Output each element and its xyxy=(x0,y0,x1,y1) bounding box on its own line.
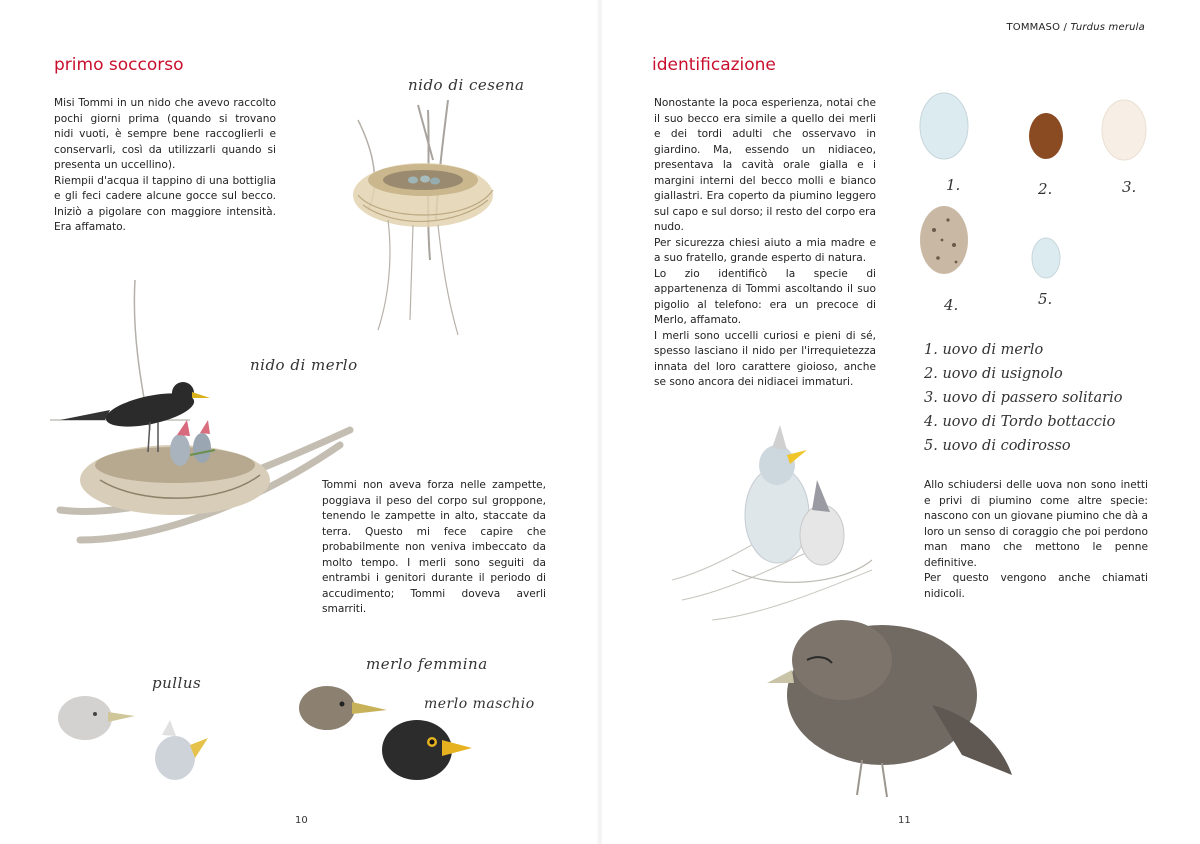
note-merlo-femmina: merlo femmina xyxy=(366,655,488,673)
blackbird-heads-illustration xyxy=(292,680,472,790)
fledgling-blackbird-illustration xyxy=(762,605,1022,805)
note-merlo-maschio: merlo maschio xyxy=(424,696,535,712)
egg-legend-item-1: 1. uovo di merlo xyxy=(924,342,1044,358)
pullus-heads-illustration xyxy=(50,690,210,790)
right-paragraph-3: Lo zio identificò la specie di appartenenza di Tommi ascoltando il suo pigolio al telefono: era un precoce di Merlo, affamato. xyxy=(654,267,876,326)
left-body-text: Tommi non aveva forza nelle zampette, poggiava il peso del corpo sul groppone, tenendo le zampette in alto, staccate da terra. Questo mi fece capire che probabilmente non veniva imbeccato da molto tempo. I merli sono seguiti da entrambi i genitori durante il periodo di accudimento; Tommi doveva averli smarriti. xyxy=(322,479,546,615)
note-nido-merlo: nido di merlo xyxy=(250,356,358,374)
right-page xyxy=(602,0,1200,844)
note-nido-cesena: nido di cesena xyxy=(408,76,525,94)
egg-legend-item-2: 2. uovo di usignolo xyxy=(924,366,1063,382)
egg-legend xyxy=(924,338,1122,458)
egg-label-2: 2. xyxy=(1038,180,1053,198)
egg-legend-item-5: 5. uovo di codirosso xyxy=(924,438,1071,454)
running-head-name: TOMMASO / xyxy=(1006,22,1068,33)
eggs-illustration xyxy=(912,80,1172,320)
egg-legend-item-4: 4. uovo di Tordo bottaccio xyxy=(924,414,1116,430)
left-paragraph-1: Misi Tommi in un nido che avevo raccolto pochi giorni prima (quando si trovano nidi vuoti, è sempre bene raccoglierli e conservarli, così da utilizzarli quando si presenta un uccellino). xyxy=(54,97,276,171)
right-paragraph-2: Per sicurezza chiesi aiuto a mia madre e a suo fratello, grande esperto di natura. xyxy=(654,236,876,264)
left-paragraph-2: Riempii d'acqua il tappino di una bottiglia e gli feci cadere alcune gocce sul becco. Iniziò a pigolare con maggiore intensità. Era affamato. xyxy=(54,174,276,233)
egg-label-5: 5. xyxy=(1038,290,1053,308)
right-intro-text xyxy=(654,96,876,391)
note-pullus: pullus xyxy=(152,674,202,692)
right-paragraph-1: Nonostante la poca esperienza, notai che il suo becco era simile a quello dei merli e dei tordi adulti che osservavo in giardino. Ma, essendo un nidiaceo, presentava la cavità orale gialla e i margini interni del becco molli e bianco giallastri. Era coperto da piumino leggero sul capo e sul dorso; il resto del corpo era nudo. xyxy=(654,97,876,233)
running-head-species: Turdus merula xyxy=(1070,22,1145,33)
right-page-title: identificazione xyxy=(652,55,776,75)
right-paragraph-6: Per questo vengono anche chiamati nidicoli. xyxy=(924,572,1148,600)
running-head xyxy=(1006,22,1145,33)
blackbird-nest-illustration xyxy=(40,270,370,600)
egg-label-4: 4. xyxy=(944,296,959,314)
left-intro-text xyxy=(54,96,276,236)
right-page-number: 11 xyxy=(898,815,911,826)
right-paragraph-4: I merli sono uccelli curiosi e pieni di sé, spesso lasciano il nido per l'irrequietezza innata del loro carattere gioioso, anche se sono ancora dei nidiacei immaturi. xyxy=(654,329,876,388)
left-page-number: 10 xyxy=(295,815,308,826)
left-page-title: primo soccorso xyxy=(54,55,184,75)
egg-label-1: 1. xyxy=(946,176,961,194)
egg-label-3: 3. xyxy=(1122,178,1137,196)
right-body-text xyxy=(924,478,1148,602)
egg-legend-item-3: 3. uovo di passero solitario xyxy=(924,390,1123,406)
left-page xyxy=(0,0,598,844)
right-paragraph-5: Allo schiudersi delle uova non sono inetti e privi di piumino come altre specie: nascono con un giovane piumino che dà a loro un senso di coraggio che poi perdono man mano che mettono le penne definitive. xyxy=(924,479,1148,569)
